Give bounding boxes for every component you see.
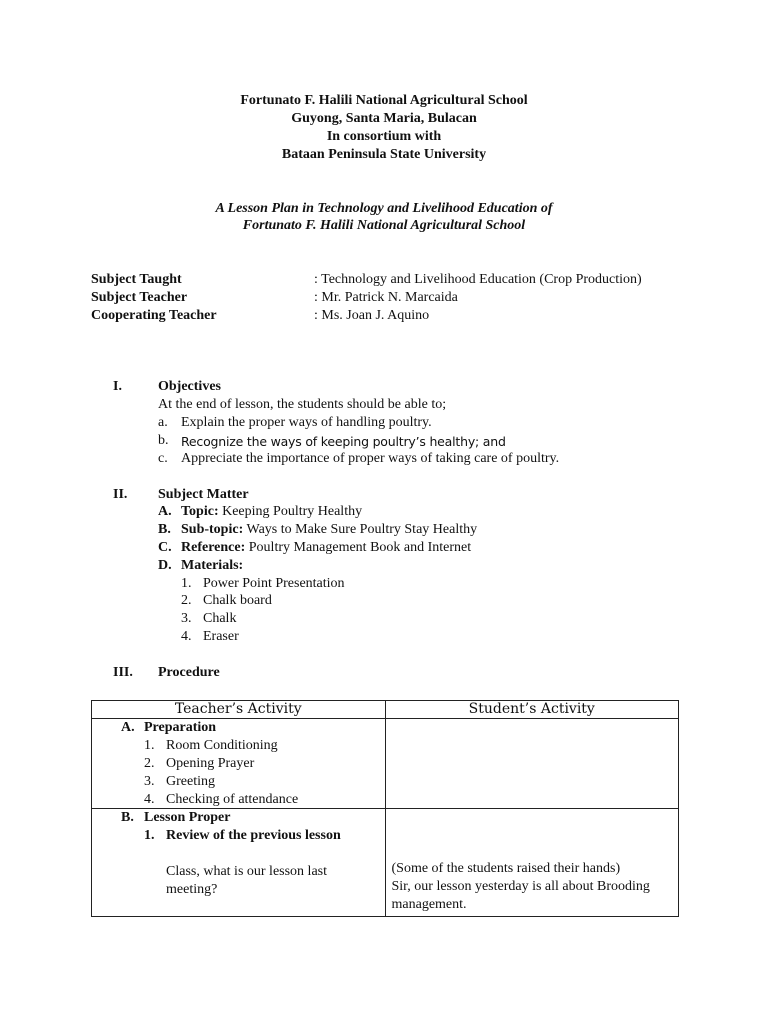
teacher-activity-header: Teacher’s Activity [92, 701, 386, 719]
section-heading-subject-matter: Subject Matter [158, 487, 249, 502]
lesson-proper-marker: B. [121, 810, 134, 825]
material-marker: 3. [181, 611, 192, 626]
topic-value: Keeping Poultry Healthy [218, 504, 363, 519]
preparation-step-marker: 1. [144, 738, 155, 753]
preparation-step-marker: 4. [144, 792, 155, 807]
preparation-student-cell [385, 719, 679, 809]
preparation-step: Opening Prayer [166, 756, 255, 771]
reference-line [181, 540, 471, 556]
section-numeral-procedure: III. [113, 665, 133, 680]
subtopic-line [181, 522, 477, 538]
material-item: Power Point Presentation [203, 576, 345, 591]
teacher-question: Class, what is our lesson last [166, 864, 327, 879]
subject-matter-marker: D. [158, 558, 172, 573]
lesson-proper-cell [92, 809, 386, 917]
reference-value: Poultry Management Book and Internet [245, 540, 472, 555]
university-name: Bataan Peninsula State University [281, 147, 487, 162]
objective-item: Appreciate the importance of proper ways of taking care of poultry. [181, 451, 560, 466]
preparation-step: Room Conditioning [166, 738, 278, 753]
preparation-title: Preparation [144, 720, 217, 735]
objective-marker-c: c. [158, 451, 168, 466]
preparation-step: Greeting [166, 774, 215, 789]
material-marker: 1. [181, 576, 192, 591]
topic-label: Topic: [181, 504, 219, 519]
reference-label: Reference: [181, 540, 246, 555]
materials-label: Materials: [181, 558, 244, 573]
material-marker: 4. [181, 629, 192, 644]
preparation-step-marker: 2. [144, 756, 155, 771]
procedure-table [91, 700, 679, 917]
preparation-step-marker: 3. [144, 774, 155, 789]
subject-taught-value: : Technology and Livelihood Education (Crop Production) [314, 272, 642, 287]
student-response: (Some of the students raised their hands) [391, 861, 621, 876]
subject-matter-marker: A. [158, 504, 172, 519]
subject-matter-marker: B. [158, 522, 171, 537]
review-title: Review of the previous lesson [166, 828, 341, 843]
objective-item: Explain the proper ways of handling poultry. [181, 415, 432, 430]
subtopic-label: Sub-topic: [181, 522, 244, 537]
section-numeral-subject-matter: II. [113, 487, 128, 502]
table-row [92, 809, 679, 917]
preparation-marker: A. [121, 720, 135, 735]
student-response: management. [391, 897, 467, 912]
subject-teacher-label: Subject Teacher [91, 290, 188, 305]
table-header-row [92, 701, 679, 719]
material-marker: 2. [181, 593, 192, 608]
topic-line [181, 504, 362, 520]
teacher-question: meeting? [166, 882, 218, 897]
material-item: Eraser [203, 629, 239, 644]
subject-matter-marker: C. [158, 540, 172, 555]
cooperating-teacher-label: Cooperating Teacher [91, 308, 217, 323]
school-name: Fortunato F. Halili National Agricultural School [240, 93, 528, 108]
cooperating-teacher-value: : Ms. Joan J. Aquino [314, 308, 430, 323]
subtopic-value: Ways to Make Sure Poultry Stay Healthy [243, 522, 478, 537]
consortium-text: In consortium with [326, 129, 442, 144]
preparation-step: Checking of attendance [166, 792, 299, 807]
school-address: Guyong, Santa Maria, Bulacan [291, 111, 477, 126]
objectives-intro: At the end of lesson, the students should be able to; [158, 397, 447, 412]
objective-item: Recognize the ways of keeping poultry’s healthy; and [181, 434, 506, 449]
objective-marker-a: a. [158, 415, 168, 430]
lesson-plan-school: Fortunato F. Halili National Agricultural School [242, 218, 526, 233]
section-numeral-objectives: I. [113, 379, 122, 394]
objective-marker-b: b. [158, 433, 169, 448]
lesson-proper-title: Lesson Proper [144, 810, 231, 825]
section-heading-objectives: Objectives [158, 379, 221, 394]
subject-taught-label: Subject Taught [91, 272, 182, 287]
section-heading-procedure: Procedure [158, 665, 220, 680]
material-item: Chalk board [203, 593, 272, 608]
preparation-cell [92, 719, 386, 809]
material-item: Chalk [203, 611, 237, 626]
lesson-proper-student-cell [385, 809, 679, 917]
student-response: Sir, our lesson yesterday is all about Brooding [391, 879, 650, 894]
lesson-plan-title: A Lesson Plan in Technology and Livelihood Education of [215, 201, 553, 216]
table-row [92, 719, 679, 809]
student-activity-header: Student’s Activity [385, 701, 679, 719]
materials-line [181, 558, 243, 574]
subject-teacher-value: : Mr. Patrick N. Marcaida [314, 290, 458, 305]
review-marker: 1. [144, 828, 155, 843]
